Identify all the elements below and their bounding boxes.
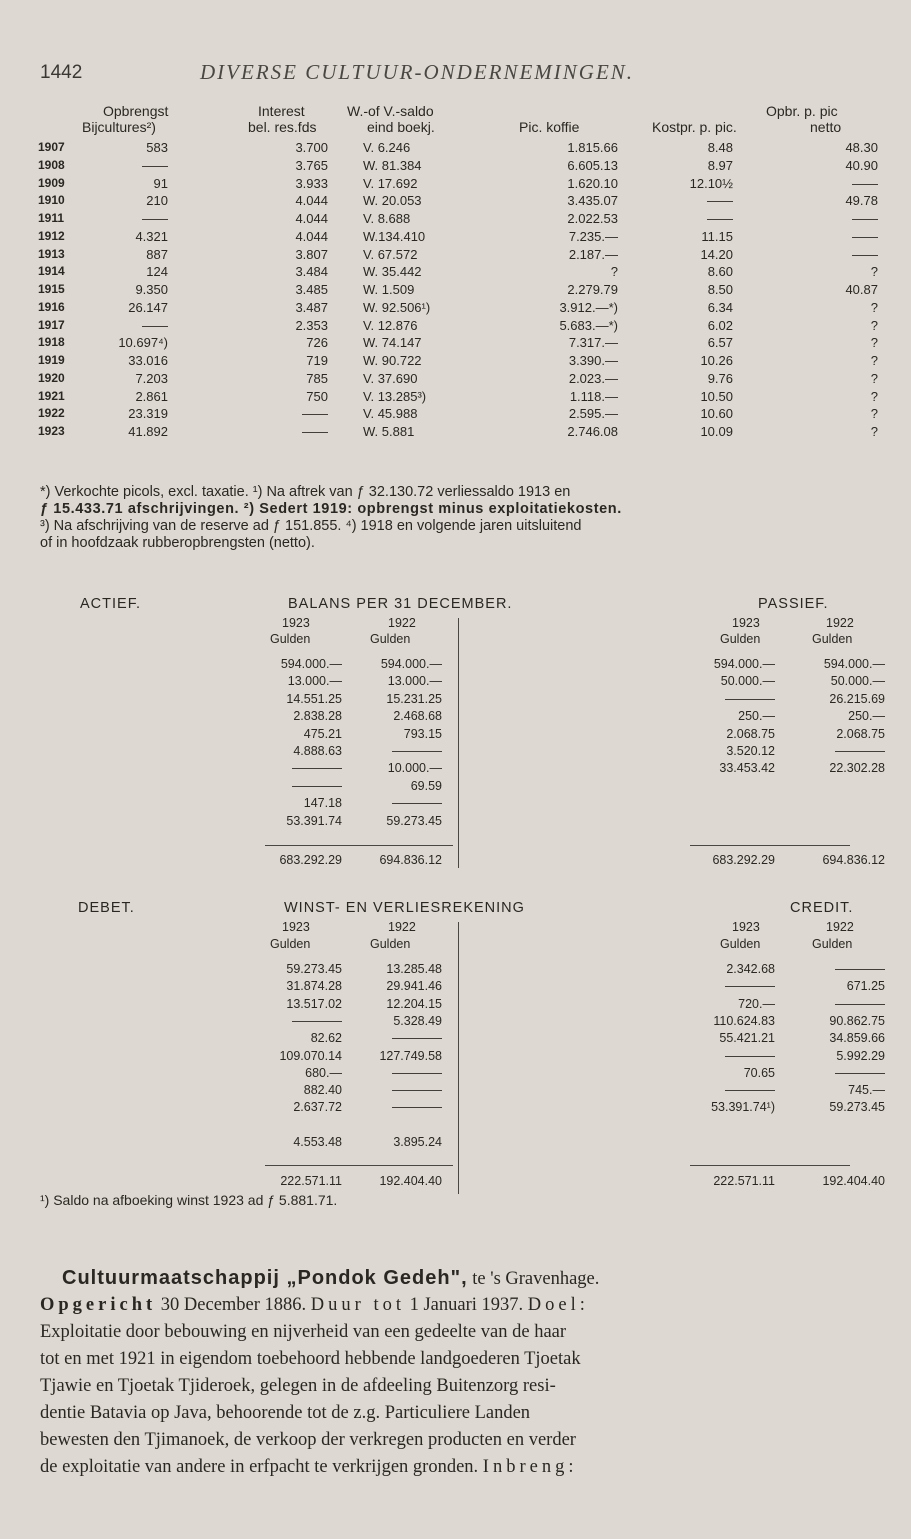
paragraph-line: bewesten den Tjimanoek, de verkoop der verkregen producten en verder: [40, 1430, 576, 1450]
netto-cell: ?: [870, 424, 878, 439]
total-credit-1922: 192.404.40: [822, 1174, 885, 1188]
year-cell: 1908: [38, 157, 65, 172]
netto-cell: ?: [870, 370, 878, 386]
saldo-cell: W. 74.147: [363, 335, 422, 351]
note-line: *) Verkochte picols, excl. taxatie. ¹) Na aftrek van ƒ 32.130.72 verliessaldo 1913 en: [40, 484, 571, 500]
saldo-cell: W. 35.442: [363, 264, 422, 280]
founded-date: 30 December 1886.: [156, 1295, 311, 1315]
picol-cell: 7.235.—: [568, 228, 618, 244]
year-1923: 1923: [282, 616, 310, 630]
value-1923: 53.391.74: [286, 813, 342, 828]
value-1922: 12.204.15: [386, 996, 442, 1011]
value-1923: 2.342.68: [726, 962, 775, 976]
table-row: [38, 140, 888, 157]
table-row: [38, 335, 888, 352]
unit-label: Gulden: [270, 632, 311, 646]
bijcultures-cell: 41.892: [128, 424, 168, 439]
value-1922: 69.59: [410, 778, 442, 793]
netto-cell: ——: [852, 175, 878, 191]
value-1922: 250.—: [848, 709, 885, 724]
year-1922: 1922: [826, 920, 854, 934]
cost-cell: 8.97: [707, 157, 733, 173]
table-row: [40, 744, 890, 760]
value-1923: 2.838.28: [293, 709, 342, 724]
year-cell: 1916: [38, 299, 65, 314]
total-rule: [690, 1165, 850, 1166]
value-1922: ————: [835, 744, 885, 758]
netto-cell: ——: [852, 246, 878, 262]
company-location: te 's Gravenhage.: [467, 1269, 600, 1289]
table-row: [40, 1100, 890, 1116]
table-row: [40, 796, 890, 812]
table-row: [38, 229, 888, 246]
total-passiva-1922: 694.836.12: [822, 853, 885, 867]
value-1923: 882.40: [303, 1083, 342, 1098]
value-1922: 3.895.24: [393, 1135, 442, 1149]
year-cell: 1910: [38, 193, 65, 208]
netto-cell: 49.78: [845, 193, 878, 209]
value-1922: 29.941.46: [386, 979, 442, 994]
netto-cell: 48.30: [845, 140, 878, 155]
interest-cell: 750: [306, 388, 328, 404]
table-row: [40, 1118, 890, 1134]
year-cell: 1919: [38, 353, 65, 367]
saldo-cell: W. 1.509: [363, 282, 415, 297]
table-row: [40, 779, 890, 795]
table-row: [38, 353, 888, 370]
paragraph-line: tot en met 1921 in eigendom toebehoord hebbende landgoederen Tjoetak: [40, 1349, 581, 1369]
value-1923: 53.391.74¹): [711, 1100, 775, 1115]
activa-title: ACTIEF.: [80, 596, 141, 612]
bijcultures-cell: 887: [146, 246, 168, 262]
value-1923: 680.—: [305, 1065, 342, 1080]
year-1922: 1922: [826, 616, 854, 630]
year-cell: 1912: [38, 228, 65, 243]
interest-cell: 4.044: [295, 228, 328, 244]
value-1923: 594.000.—: [280, 657, 342, 671]
total-debet-1922: 192.404.40: [379, 1174, 442, 1188]
netto-cell: ?: [870, 388, 878, 404]
table-row: [38, 247, 888, 264]
column-divider: [458, 922, 459, 1194]
value-1922: 2.068.75: [836, 726, 885, 741]
cost-cell: 8.48: [707, 140, 733, 155]
interest-cell: 3.807: [295, 246, 328, 262]
bijcultures-cell: 10.697⁴): [118, 335, 168, 351]
value-1923: 475.21: [303, 726, 342, 741]
running-title: DIVERSE CULTUUR-ONDERNEMINGEN.: [200, 60, 635, 84]
note-line: ³) Na afschrijving van de reserve ad ƒ 151.855. ⁴) 1918 en volgende jaren uitsluitend: [40, 518, 582, 534]
value-1923: 33.453.42: [719, 761, 775, 776]
value-1922: ————: [392, 796, 442, 811]
bijcultures-cell: ——: [142, 317, 168, 333]
value-1922: ————: [392, 744, 442, 758]
value-1923: 13.000.—: [287, 674, 342, 689]
table-row: [40, 1066, 890, 1082]
value-1922: 671.25: [846, 979, 885, 994]
total-rule: [690, 845, 850, 846]
saldo-cell: W.134.410: [363, 228, 426, 244]
interest-cell: 3.485: [295, 282, 328, 297]
value-1922: 594.000.—: [380, 657, 442, 671]
netto-cell: ?: [870, 299, 878, 315]
table-row: [40, 1083, 890, 1099]
col-header-netto-1: Opbr. p. pic: [766, 103, 838, 119]
netto-cell: ——: [852, 228, 878, 244]
table-row: [40, 674, 890, 690]
cost-cell: 6.57: [707, 335, 733, 351]
table-row: [40, 1135, 890, 1151]
value-1922: 5.992.29: [836, 1048, 885, 1063]
table-row: [38, 318, 888, 335]
picol-cell: 2.746.08: [567, 424, 618, 439]
paragraph-line: de exploitatie van andere in erfpacht te verkrijgen gronden.: [40, 1457, 483, 1477]
value-1922: 90.862.75: [829, 1013, 885, 1028]
netto-cell: 40.87: [845, 282, 878, 297]
total-passiva-1923: 683.292.29: [712, 853, 775, 867]
interest-cell: 2.353: [295, 317, 328, 333]
value-1923: ————: [292, 1013, 342, 1028]
bijcultures-cell: 210: [146, 193, 168, 209]
netto-cell: 40.90: [845, 157, 878, 173]
col-header-wv-1: W.-of V.-saldo: [347, 103, 434, 119]
value-1923: ————: [725, 1048, 775, 1063]
table-row: [38, 264, 888, 281]
cost-cell: ——: [707, 211, 733, 226]
value-1922: 594.000.—: [823, 657, 885, 671]
value-1923: 59.273.45: [286, 962, 342, 976]
table-row: [40, 709, 890, 725]
saldo-cell: W. 20.053: [363, 193, 422, 209]
interest-cell: ——: [302, 424, 328, 439]
year-cell: 1914: [38, 264, 65, 279]
value-1923: 13.517.02: [286, 996, 342, 1011]
table-row: [38, 176, 888, 193]
total-debet-1923: 222.571.11: [280, 1174, 342, 1188]
interest-cell: 4.044: [295, 211, 328, 226]
saldo-cell: V. 17.692: [363, 175, 418, 191]
value-1922: 59.273.45: [829, 1100, 885, 1115]
year-cell: 1913: [38, 246, 65, 261]
col-header-wv-2: eind boekj.: [367, 119, 435, 135]
col-header-bij-1: Opbrengst: [103, 103, 169, 119]
cost-cell: 10.26: [700, 353, 733, 368]
value-1922: ————: [392, 1100, 442, 1115]
bijcultures-cell: ——: [142, 211, 168, 226]
bijcultures-cell: 583: [146, 140, 168, 155]
picol-cell: 3.912.—*): [559, 299, 618, 315]
table-row: [38, 406, 888, 423]
netto-cell: ?: [870, 264, 878, 280]
cost-cell: 10.09: [700, 424, 733, 439]
interest-cell: ——: [302, 406, 328, 422]
value-1922: 59.273.45: [386, 813, 442, 828]
company-name: Cultuurmaatschappij „Pondok Gedeh",: [62, 1267, 468, 1289]
year-1923: 1923: [732, 920, 760, 934]
cost-cell: ——: [707, 193, 733, 209]
inbreng-label: Inbreng:: [482, 1457, 578, 1477]
value-1922: 745.—: [848, 1083, 885, 1098]
cost-cell: 8.60: [707, 264, 733, 280]
value-1923: ————: [292, 778, 342, 793]
bijcultures-cell: 33.016: [128, 353, 168, 368]
value-1922: 50.000.—: [830, 674, 885, 689]
value-1923: 70.65: [743, 1065, 775, 1080]
year-1922: 1922: [388, 920, 416, 934]
note-line: ƒ 15.433.71 afschrijvingen. ²) Sedert 1919: opbrengst minus exploitatiekosten.: [40, 501, 622, 517]
netto-cell: ?: [870, 317, 878, 333]
netto-cell: ?: [870, 335, 878, 351]
value-1922: 2.468.68: [393, 709, 442, 724]
year-cell: 1923: [38, 424, 65, 438]
year-cell: 1918: [38, 335, 65, 350]
picol-cell: 1.815.66: [567, 140, 618, 155]
total-activa-1922: 694.836.12: [379, 853, 442, 867]
passiva-title: PASSIEF.: [758, 596, 829, 612]
year-cell: 1907: [38, 140, 65, 154]
netto-cell: ?: [870, 353, 878, 368]
cost-cell: 6.34: [707, 299, 733, 315]
value-1923: 720.—: [738, 996, 775, 1011]
table-row: [38, 193, 888, 210]
table-row: [38, 300, 888, 317]
value-1923: ————: [292, 761, 342, 776]
year-cell: 1920: [38, 370, 65, 385]
interest-cell: 3.484: [295, 264, 328, 280]
bijcultures-cell: 2.861: [135, 388, 168, 404]
value-1923: 3.520.12: [726, 744, 775, 758]
bijcultures-cell: 4.321: [135, 228, 168, 244]
table-row: [40, 1031, 890, 1047]
netto-cell: ?: [870, 406, 878, 422]
table-row: [40, 814, 890, 830]
value-1922: 22.302.28: [829, 761, 885, 776]
table-row: [38, 211, 888, 228]
cost-cell: 8.50: [707, 282, 733, 297]
saldo-cell: W. 81.384: [363, 157, 422, 173]
interest-cell: 785: [306, 370, 328, 386]
bijcultures-cell: 9.350: [135, 282, 168, 297]
saldo-cell: V. 45.988: [363, 406, 418, 422]
col-header-pic: Pic. koffie: [519, 119, 580, 135]
founded-label: Opgericht: [40, 1295, 157, 1315]
value-1923: 4.888.63: [293, 744, 342, 758]
unit-label: Gulden: [370, 937, 411, 951]
picol-cell: 5.683.—*): [559, 317, 618, 333]
saldo-cell: V. 67.572: [363, 246, 418, 262]
col-header-int-1: Interest: [258, 103, 305, 119]
value-1922: 34.859.66: [829, 1031, 885, 1046]
value-1922: ————: [392, 1083, 442, 1098]
total-rule: [265, 845, 453, 846]
value-1923: 82.62: [310, 1031, 342, 1046]
picol-cell: 7.317.—: [568, 335, 618, 351]
year-1922: 1922: [388, 616, 416, 630]
saldo-cell: V. 12.876: [363, 317, 418, 333]
table-row: [40, 761, 890, 777]
paragraph-line: Exploitatie door bebouwing en nijverheid van een gedeelte van de haar: [40, 1322, 567, 1342]
cost-cell: 11.15: [701, 228, 733, 244]
unit-label: Gulden: [370, 632, 411, 646]
saldo-cell: V. 8.688: [363, 211, 411, 226]
value-1923: 55.421.21: [719, 1031, 775, 1046]
picol-cell: 6.605.13: [567, 157, 618, 173]
value-1923: 109.070.14: [279, 1048, 342, 1063]
interest-cell: 3.933: [295, 175, 328, 191]
year-cell: 1922: [38, 406, 65, 421]
saldo-cell: V. 13.285³): [363, 388, 427, 404]
value-1923: 31.874.28: [286, 979, 342, 994]
table-row: [38, 158, 888, 175]
credit-title: CREDIT.: [790, 900, 854, 916]
col-header-bij-2: Bijcultures²): [82, 119, 156, 135]
duration-label: Duur tot: [310, 1295, 405, 1315]
cost-cell: 14.20: [700, 246, 733, 262]
value-1922: 13.285.48: [386, 962, 442, 976]
unit-label: Gulden: [270, 937, 311, 951]
interest-cell: 719: [306, 353, 328, 368]
picol-cell: ?: [610, 264, 618, 280]
year-cell: 1909: [38, 175, 65, 190]
value-1922: 15.231.25: [386, 691, 442, 706]
value-1923: 50.000.—: [720, 674, 775, 689]
table-row: [40, 727, 890, 743]
value-1923: 594.000.—: [713, 657, 775, 671]
total-rule: [265, 1165, 453, 1166]
bijcultures-cell: ——: [142, 157, 168, 173]
value-1923: ————: [725, 1083, 775, 1098]
value-1922: 127.749.58: [379, 1048, 442, 1063]
interest-cell: 726: [306, 335, 328, 351]
duration-date: 1 Januari 1937.: [404, 1295, 528, 1315]
debet-title: DEBET.: [78, 900, 135, 916]
value-1923: 110.624.83: [713, 1013, 775, 1028]
saldo-cell: V. 6.246: [363, 140, 411, 155]
picol-cell: 1.118.—: [569, 388, 618, 404]
value-1922: ————: [835, 996, 885, 1011]
note-line: of in hoofdzaak rubberopbrengsten (netto).: [40, 535, 315, 551]
value-1923: 250.—: [738, 709, 775, 724]
cost-cell: 10.50: [700, 388, 733, 404]
page-number: 1442: [40, 62, 83, 83]
netto-cell: ——: [852, 211, 878, 226]
picol-cell: 3.390.—: [568, 353, 618, 368]
interest-cell: 3.765: [295, 157, 328, 173]
picol-cell: 2.187.—: [568, 246, 618, 262]
year-cell: 1917: [38, 317, 65, 332]
picol-cell: 2.022.53: [567, 211, 618, 226]
unit-label: Gulden: [812, 632, 853, 646]
pl-footnote: ¹) Saldo na afboeking winst 1923 ad ƒ 5.881.71.: [40, 1192, 338, 1208]
table-row: [38, 282, 888, 299]
interest-cell: 3.487: [295, 299, 328, 315]
saldo-cell: W. 90.722: [363, 353, 422, 368]
cost-cell: 6.02: [707, 317, 733, 333]
bijcultures-cell: 26.147: [128, 299, 168, 315]
year-1923: 1923: [282, 920, 310, 934]
year-cell: 1915: [38, 282, 65, 296]
value-1923: 2.068.75: [726, 726, 775, 741]
value-1923: 14.551.25: [286, 691, 342, 706]
table-row: [38, 371, 888, 388]
table-row: [40, 997, 890, 1013]
table-row: [40, 1049, 890, 1065]
paragraph-line: Tjawie en Tjoetak Tjideroek, gelegen in de afdeeling Buitenzorg resi-: [40, 1376, 556, 1396]
value-1922: ————: [392, 1031, 442, 1046]
picol-cell: 3.435.07: [567, 193, 618, 209]
column-divider: [458, 618, 459, 868]
table-row: [38, 389, 888, 406]
interest-cell: 4.044: [295, 193, 328, 209]
picol-cell: 1.620.10: [567, 175, 618, 191]
saldo-cell: W. 92.506¹): [363, 299, 431, 315]
value-1923: ————: [725, 979, 775, 994]
value-1922: 13.000.—: [387, 674, 442, 689]
bijcultures-cell: 7.203: [135, 370, 168, 386]
year-1923: 1923: [732, 616, 760, 630]
year-cell: 1921: [38, 388, 65, 403]
picol-cell: 2.279.79: [567, 282, 618, 297]
value-1922: ————: [392, 1065, 442, 1080]
value-1922: 26.215.69: [829, 691, 885, 706]
bijcultures-cell: 91: [153, 175, 168, 191]
value-1922: ————: [835, 962, 885, 976]
bijcultures-cell: 23.319: [128, 406, 168, 422]
bijcultures-cell: 124: [146, 264, 168, 280]
interest-cell: 3.700: [295, 140, 328, 155]
total-activa-1923: 683.292.29: [279, 853, 342, 867]
col-header-netto-2: netto: [810, 119, 842, 135]
table-row: [40, 657, 890, 673]
pl-title: WINST- EN VERLIESREKENING: [284, 900, 525, 916]
total-credit-1923: 222.571.11: [713, 1174, 775, 1188]
col-header-kost: Kostpr. p. pic.: [652, 119, 737, 135]
unit-label: Gulden: [720, 632, 761, 646]
saldo-cell: W. 5.881: [363, 424, 415, 439]
value-1923: 147.18: [303, 796, 342, 811]
table-row: [40, 692, 890, 708]
value-1922: 5.328.49: [393, 1013, 442, 1028]
picol-cell: 2.595.—: [568, 406, 618, 422]
table-row: [40, 979, 890, 995]
picol-cell: 2.023.—: [568, 370, 618, 386]
table-row: [38, 424, 888, 441]
balance-title: BALANS PER 31 DECEMBER.: [288, 596, 513, 612]
cost-cell: 10.60: [700, 406, 733, 422]
cost-cell: 9.76: [707, 370, 733, 386]
value-1922: 793.15: [403, 726, 442, 741]
unit-label: Gulden: [720, 937, 761, 951]
col-header-int-2: bel. res.fds: [248, 119, 317, 135]
value-1922: ————: [835, 1065, 885, 1080]
value-1923: ————: [725, 691, 775, 706]
year-cell: 1911: [38, 211, 65, 225]
table-row: [40, 1014, 890, 1030]
value-1923: 2.637.72: [293, 1100, 342, 1115]
saldo-cell: V. 37.690: [363, 370, 418, 386]
cost-cell: 12.10½: [689, 175, 733, 191]
value-1923: 4.553.48: [293, 1135, 342, 1149]
unit-label: Gulden: [812, 937, 853, 951]
paragraph-line: dentie Batavia op Java, behoorende tot de z.g. Particuliere Landen: [40, 1403, 531, 1423]
purpose-label: Doel:: [527, 1295, 589, 1315]
value-1922: 10.000.—: [387, 761, 442, 776]
table-row: [40, 962, 890, 978]
